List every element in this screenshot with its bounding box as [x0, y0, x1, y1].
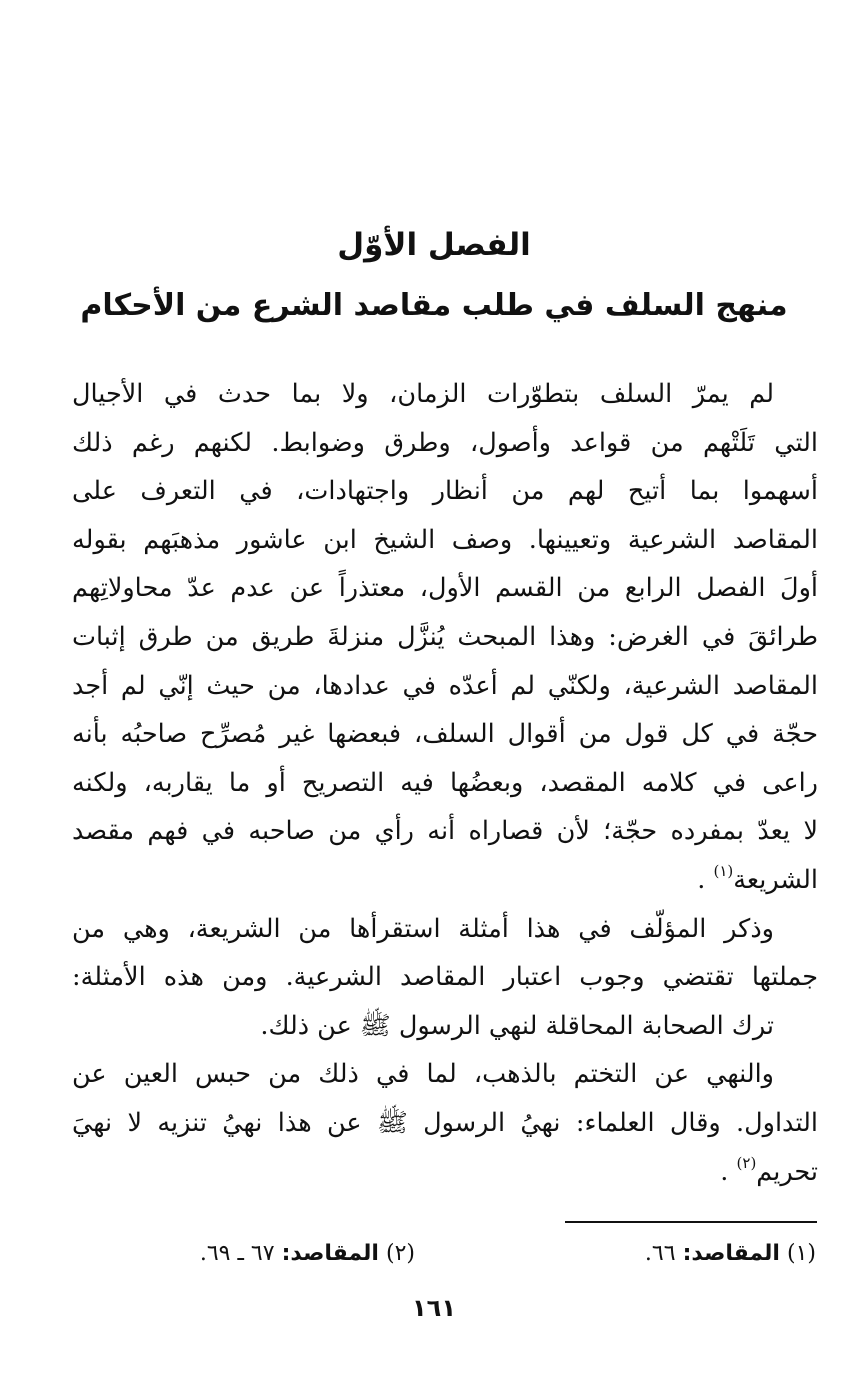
footnote-separator — [565, 1221, 817, 1223]
page-number: ١٦١ — [412, 1294, 456, 1322]
footnote-reference: ٦٧ ـ ٦٩. — [199, 1241, 275, 1266]
paragraph-line: المقاصد الشرعية وتعيينها. وصف الشيخ ابن عاشور مذهبَهم بقوله — [72, 524, 818, 555]
paragraph-line: حجّة في كل قول من أقوال السلف، فبعضها غير مُصرِّح صاحبُه بأنه — [72, 719, 818, 750]
paragraph-line: وذكر المؤلّف في هذا أمثلة استقرأها من الشريعة، وهي من — [72, 913, 774, 944]
paragraph-line: لم يمرّ السلف بتطوّرات الزمان، ولا بما حدث في الأجيال — [72, 379, 774, 409]
paragraph-line-text: تحريم — [756, 1156, 818, 1187]
paragraph-line: التي تَلَتْهم من قواعد وأصول، وطرق وضوابط. لكنهم رغم ذلك — [72, 427, 818, 458]
footnote-source: المقاصد: — [281, 1241, 379, 1266]
body-text — [72, 370, 818, 1196]
paragraph-line: ترك الصحابة المحاقلة لنهي الرسول ﷺ عن ذلك. — [260, 1010, 774, 1041]
footnote-number: (١) — [786, 1241, 816, 1266]
chapter-title: الفصل الأوّل — [337, 227, 531, 263]
period: . — [720, 1156, 729, 1187]
paragraph-line: أولَ الفصل الرابع من القسم الأول، معتذراً عن عدم عدّ محاولاتِهم — [72, 573, 818, 604]
footnote-marker-2: (٢) — [736, 1153, 757, 1172]
footnote-marker-1: (١) — [713, 861, 734, 880]
paragraph-line: أسهموا بما أتيح لهم من أنظار واجتهادات، في التعرف على — [72, 476, 818, 507]
period: . — [697, 864, 706, 895]
paragraph-line: التداول. وقال العلماء: نهيُ الرسول ﷺ عن هذا نهيُ تنزيه لا نهيَ — [72, 1107, 818, 1138]
paragraph-line: المقاصد الشرعية، ولكنّي لم أعدّه في عدادها، من حيث إنّي لم أجد — [72, 670, 818, 701]
footnote-2 — [200, 1238, 415, 1270]
paragraph-line-end — [72, 1148, 818, 1197]
chapter-subtitle: منهج السلف في طلب مقاصد الشرع من الأحكام — [80, 288, 788, 323]
footnote-source: المقاصد: — [682, 1241, 780, 1266]
footnote-reference: ٦٦. — [644, 1241, 676, 1266]
footnote-number: (٢) — [385, 1241, 415, 1266]
paragraph-line: والنهي عن التختم بالذهب، لما في ذلك من حبس العين عن — [72, 1059, 774, 1090]
paragraph-line: لا يعدّ بمفرده حجّة؛ لأن قصاراه أنه رأي من صاحبه في فهم مقصد — [72, 816, 818, 847]
footnote-1 — [645, 1238, 816, 1270]
paragraph-line-text: الشريعة — [733, 864, 818, 895]
paragraph-line: جملتها تقتضي وجوب اعتبار المقاصد الشرعية. ومن هذه الأمثلة: — [72, 962, 818, 993]
paragraph-line: طرائقَ في الغرض: وهذا المبحث يُنزَّل منزلةَ طريق من طرق إثبات — [72, 621, 818, 652]
paragraph-line-end — [72, 856, 818, 905]
paragraph-line: راعى في كلامه المقصد، وبعضُها فيه التصريح أو ما يقاربه، ولكنه — [72, 767, 818, 798]
